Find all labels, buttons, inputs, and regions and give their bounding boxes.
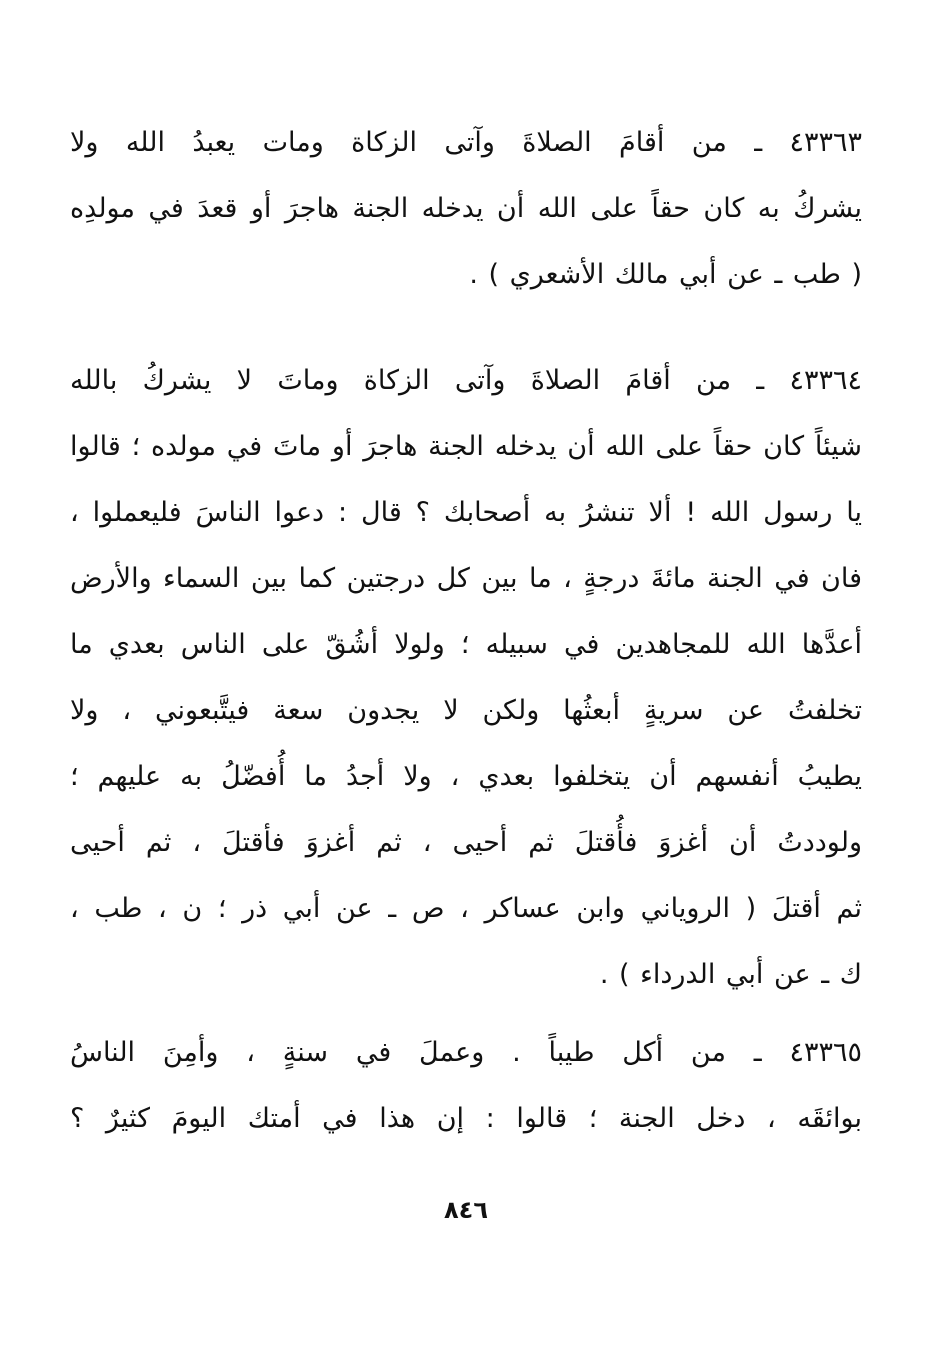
text-line: ٤٣٣٦٥ ـ من أكل طيباً . وعملَ في سنةٍ ، وأمِنَ الناسُ bbox=[70, 1037, 862, 1068]
text-line: شيئاً كان حقاً على الله أن يدخله الجنة هاجرَ أو ماتَ في مولده ؛ قالوا bbox=[70, 431, 862, 462]
hadith-43364 bbox=[70, 348, 862, 1008]
text-line: يشركُ به كان حقاً على الله أن يدخله الجنة هاجرَ أو قعدَ في مولدِه bbox=[70, 193, 862, 224]
text-line: أعدَّها الله للمجاهدين في سبيله ؛ ولولا أشُقّ على الناس بعدي ما bbox=[70, 629, 862, 660]
text-line: ٤٣٣٦٤ ـ من أقامَ الصلاةَ وآتى الزكاة وماتَ لا يشركُ بالله bbox=[70, 365, 862, 396]
text-line: بوائقَه ، دخل الجنة ؛ قالوا : إن هذا في أمتك اليومَ كثيرٌ ؟ bbox=[70, 1103, 862, 1134]
text-line: فان في الجنة مائةَ درجةٍ ، ما بين كل درجتين كما بين السماء والأرض bbox=[70, 563, 862, 594]
text-line: تخلفتُ عن سريةٍ أبعثُها ولكن لا يجدون سعة فيتَّبعوني ، ولا bbox=[70, 695, 862, 726]
text-line: يا رسول الله ! ألا تنشرُ به أصحابك ؟ قال : دعوا الناسَ فليعملوا ، bbox=[70, 497, 862, 528]
text-line: ( طب ـ عن أبي مالك الأشعري ) . bbox=[469, 259, 862, 290]
hadith-43365 bbox=[70, 1020, 862, 1152]
text-line: ٤٣٣٦٣ ـ من أقامَ الصلاةَ وآتى الزكاة ومات يعبدُ الله ولا bbox=[70, 127, 862, 158]
text-line: ثم أقتلَ ( الروياني وابن عساكر ، ص ـ عن أبي ذر ؛ ن ، طب ، bbox=[70, 893, 862, 924]
text-line: ك ـ عن أبي الدرداء ) . bbox=[599, 959, 862, 990]
hadith-43363 bbox=[70, 110, 862, 308]
page-number: ٨٤٦ bbox=[444, 1196, 488, 1224]
text-line: يطيبُ أنفسهم أن يتخلفوا بعدي ، ولا أجدُ ما أُفضّلُ به عليهم ؛ bbox=[70, 761, 862, 792]
text-line: ولوددتُ أن أغزوَ فأُقتلَ ثم أحيى ، ثم أغزوَ فأقتلَ ، ثم أحيى bbox=[70, 827, 862, 858]
